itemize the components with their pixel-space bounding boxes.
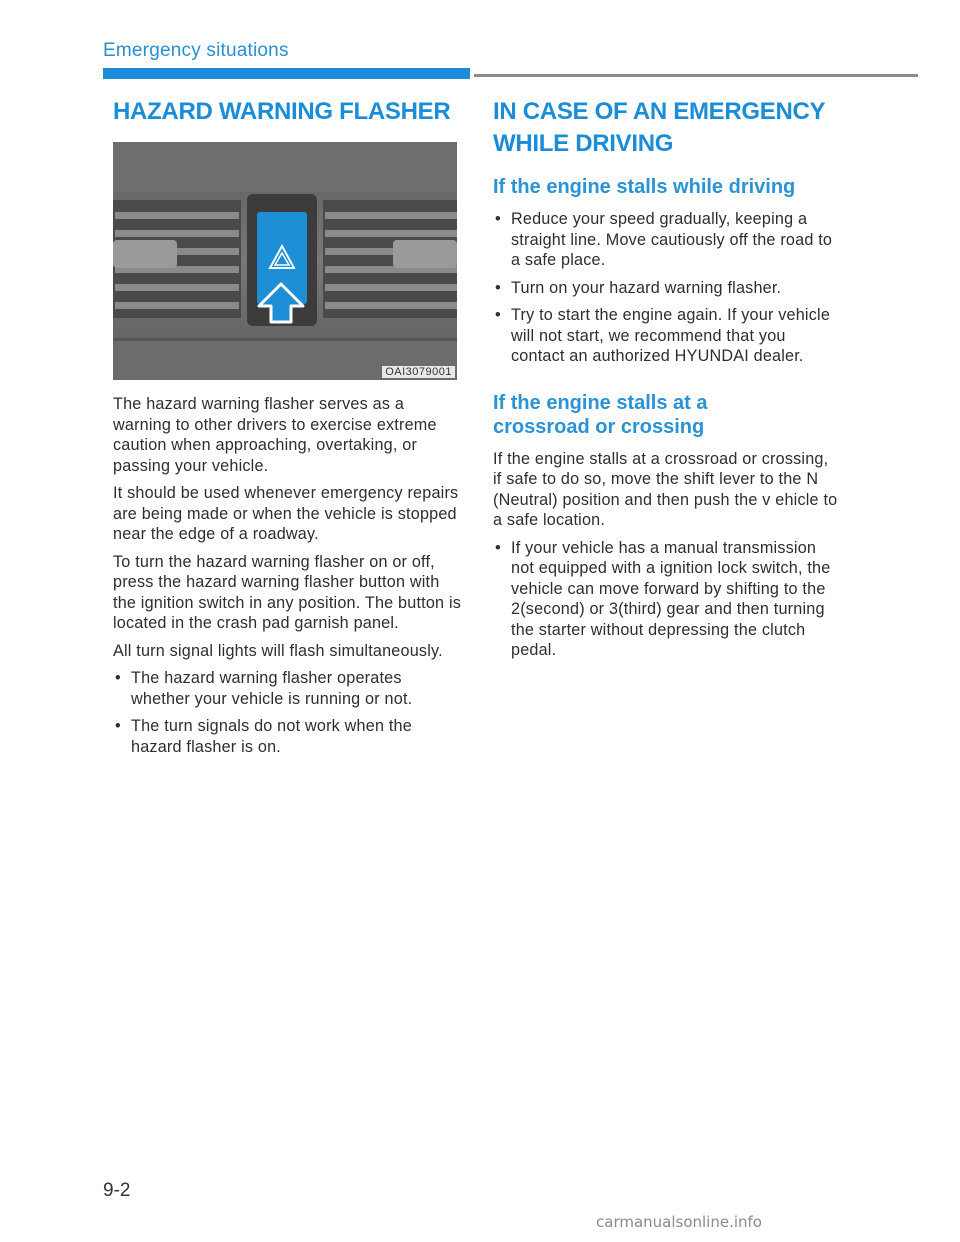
list-item-text: If your vehicle has a manual transmission not equipped with a ignition lock switch, the vehicle can move forward by shifting to the 2(second) or 3(third) gear and then turning the starter without depressing the clutch pedal. — [511, 538, 831, 659]
crossroad-list — [493, 538, 838, 661]
figure-code: OAI3079001 — [382, 366, 455, 378]
dashboard-vent-illustration — [113, 142, 457, 380]
right-column — [493, 96, 838, 668]
list-item — [113, 716, 463, 757]
engine-stalls-crossroad-heading-line2: crossroad or crossing — [493, 415, 705, 438]
list-item — [493, 209, 838, 271]
bullet-marker: • — [115, 717, 121, 735]
list-item — [113, 668, 463, 709]
hazard-heading: HAZARD WARNING FLASHER — [113, 98, 451, 125]
paragraph: All turn signal lights will flash simultaneously. — [113, 641, 443, 660]
watermark: carmanualsonline.info — [596, 1213, 762, 1231]
section-title: Emergency situations — [103, 40, 289, 61]
engine-stalls-driving-heading: If the engine stalls while driving — [493, 176, 796, 198]
emergency-heading-line1: IN CASE OF AN EMERGENCY — [493, 98, 826, 125]
list-item-text: Reduce your speed gradually, keeping a straight line. Move cautiously off the road to a safe place. — [511, 210, 833, 269]
emergency-heading-line2: WHILE DRIVING — [493, 130, 674, 157]
bullet-marker: • — [495, 210, 501, 228]
bullet-marker: • — [495, 538, 501, 557]
hazard-bullet-list — [113, 668, 463, 757]
list-item — [493, 278, 838, 299]
list-item-text: Turn on your hazard warning flasher. — [511, 278, 782, 297]
bullet-marker: • — [495, 306, 501, 324]
header-rule-gray — [474, 74, 918, 77]
paragraph: The hazard warning flasher serves as a warning to other drivers to exercise extreme caution when approaching, overtaking, or passing your vehicle. — [113, 395, 437, 475]
bullet-marker: • — [115, 669, 121, 687]
hazard-button-figure — [113, 142, 457, 380]
page-number: 9-2 — [103, 1180, 131, 1201]
bullet-marker: • — [495, 278, 501, 297]
list-item-text: The hazard warning flasher operates whether your vehicle is running or not. — [131, 669, 413, 708]
engine-stalls-crossroad-heading-line1: If the engine stalls at a — [493, 391, 708, 414]
paragraph: To turn the hazard warning flasher on or off, press the hazard warning flasher button with the ignition switch in any position. The button is located in the crash pad garnish panel. — [113, 552, 462, 632]
paragraph: If the engine stalls at a crossroad or crossing, if safe to do so, move the shift lever to the N (Neutral) position and then push the v ehicle to a safe location. — [493, 449, 838, 529]
hazard-body — [113, 394, 463, 757]
list-item-text: The turn signals do not work when the hazard flasher is on. — [131, 717, 412, 756]
paragraph: It should be used whenever emergency repairs are being made or when the vehicle is stopped near the edge of a roadway. — [113, 484, 459, 543]
crossroad-section — [493, 391, 838, 661]
stalls-driving-list — [493, 209, 838, 367]
list-item — [493, 538, 838, 661]
list-item — [493, 305, 838, 367]
list-item-text: Try to start the engine again. If your vehicle will not start, we recommend that you contact an authorized HYUNDAI dealer. — [511, 306, 831, 365]
left-column — [113, 96, 463, 764]
header-rule-blue — [103, 68, 470, 79]
